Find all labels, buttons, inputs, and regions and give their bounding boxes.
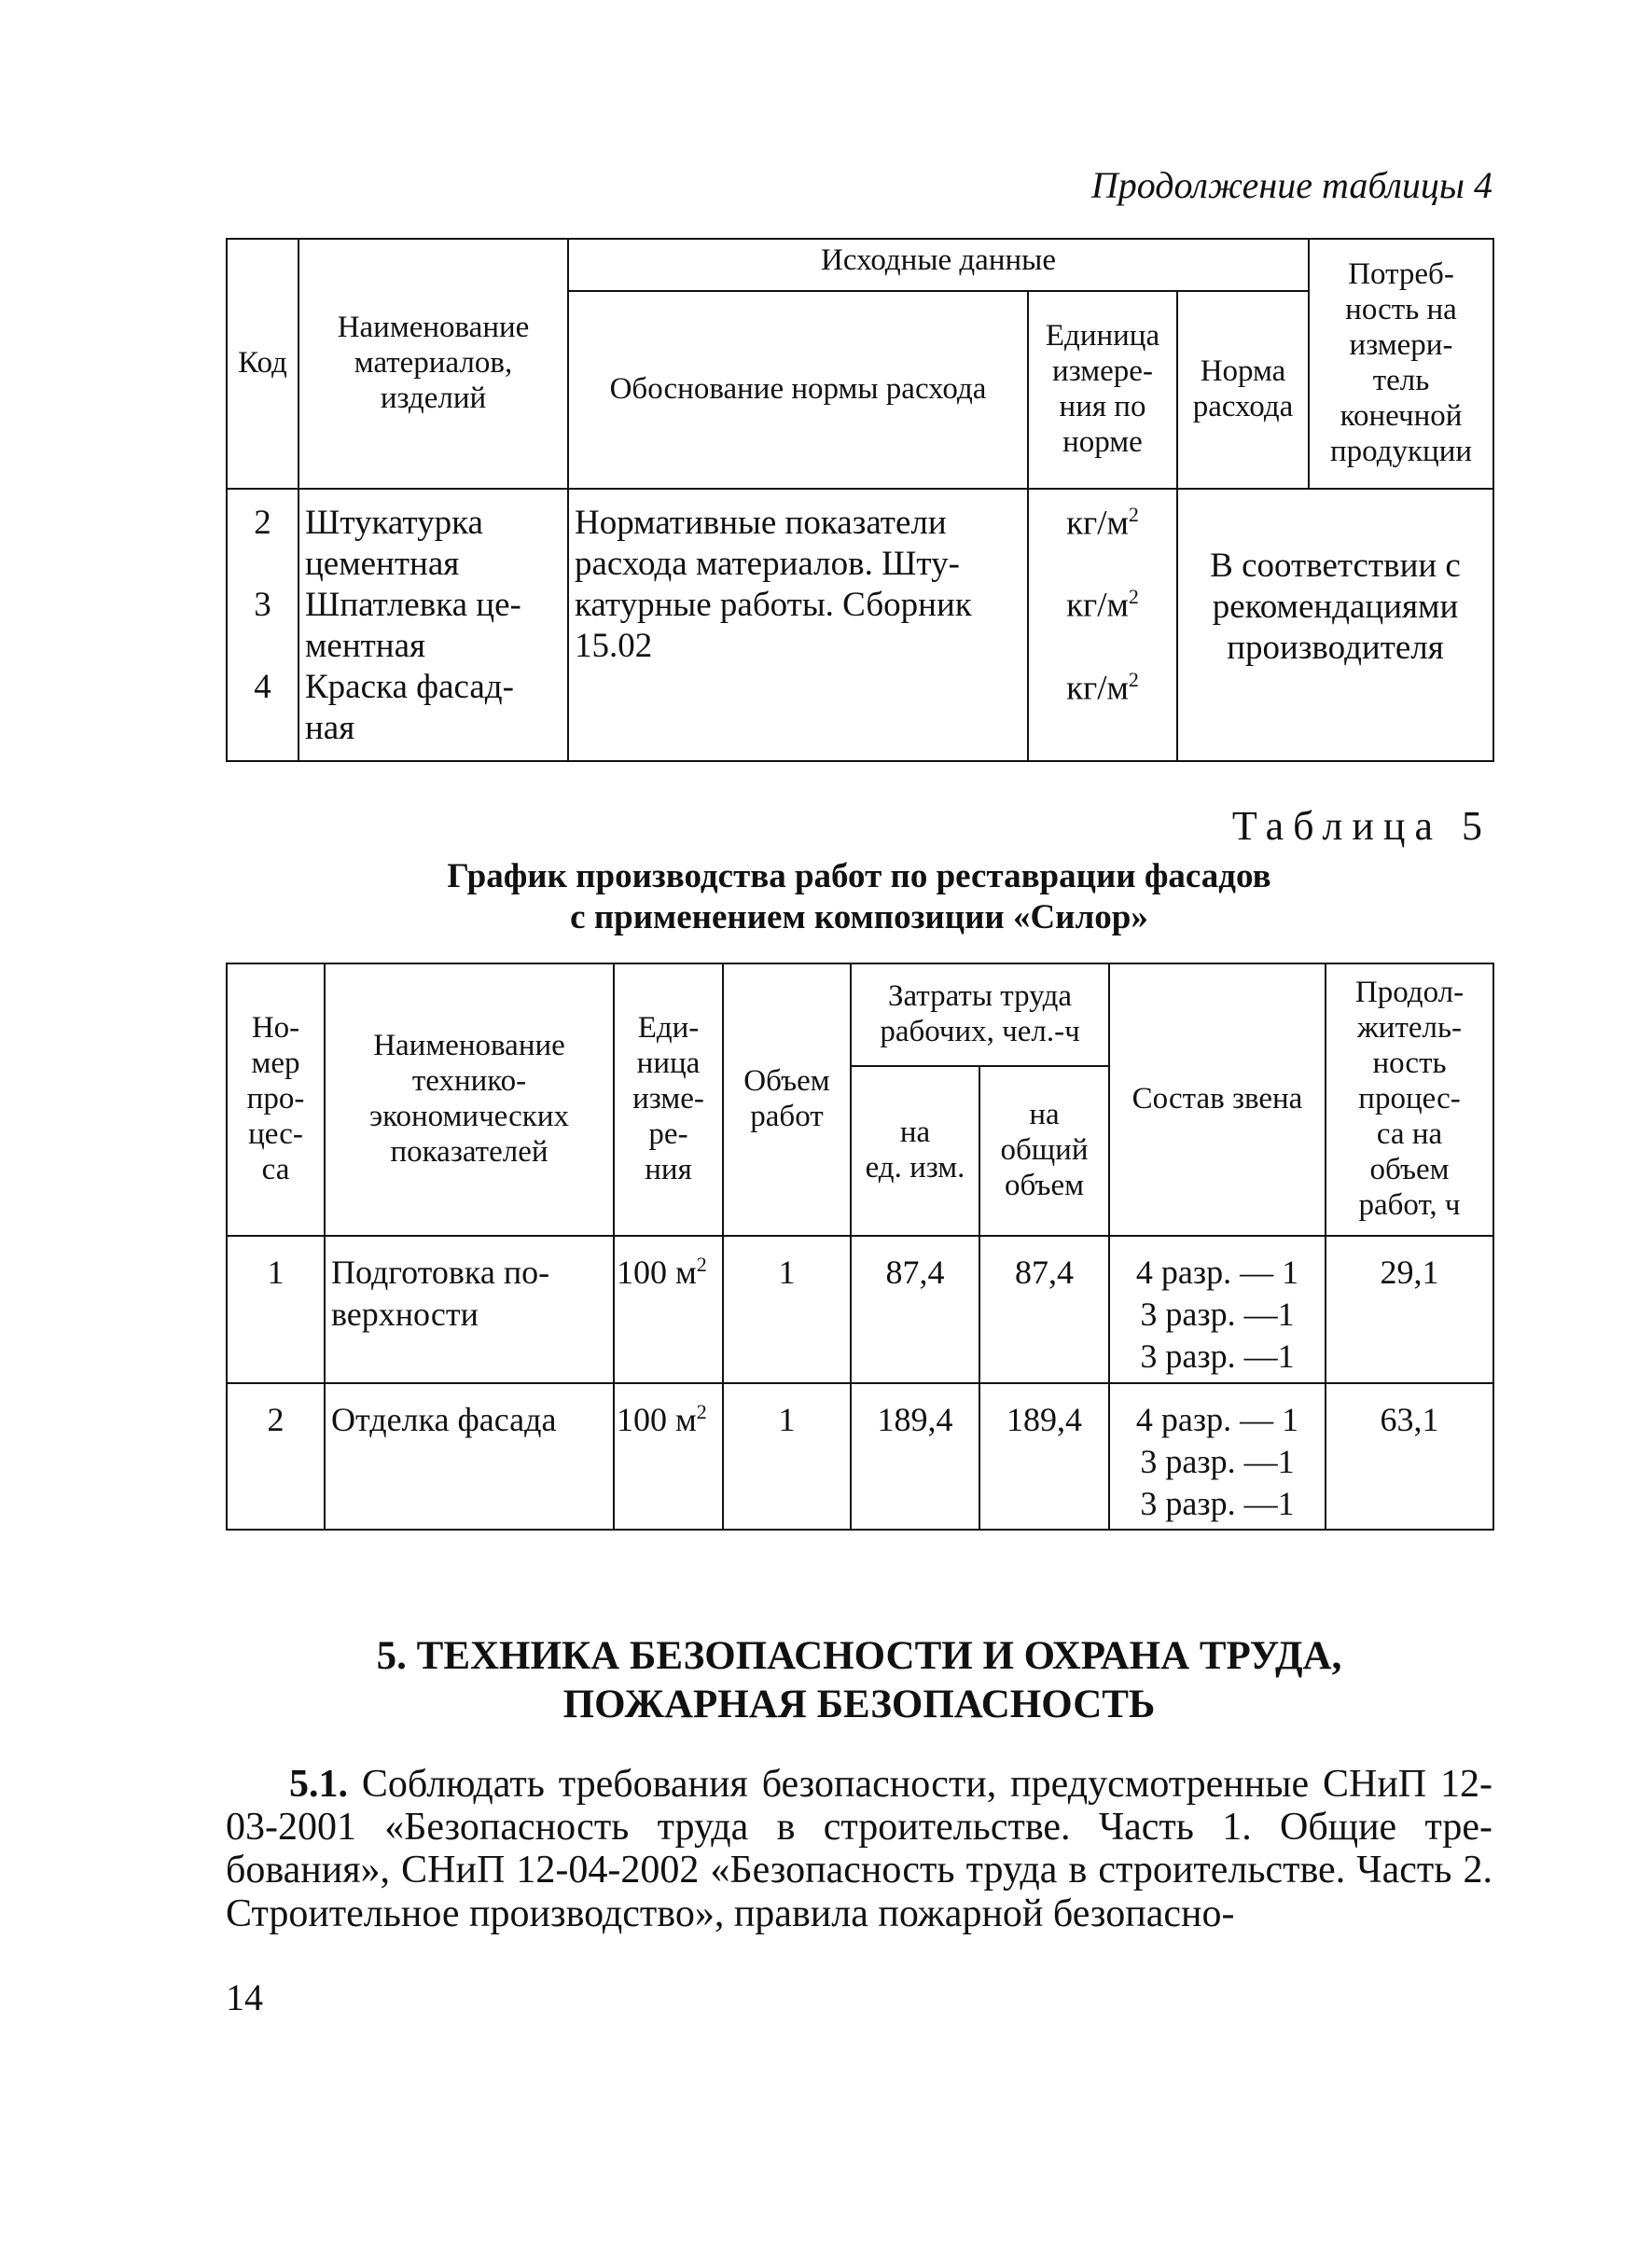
- text-line: 3 разр. —1: [1140, 1337, 1295, 1375]
- text-line: производителя: [1227, 629, 1444, 668]
- text-line: ница: [636, 1046, 701, 1081]
- unit-row-4: $кг/м^2$: [1066, 667, 1139, 708]
- code-2: 2: [254, 504, 271, 542]
- text-line: работ: [750, 1100, 824, 1133]
- table-5-title: [226, 856, 1492, 939]
- header-name: [298, 239, 568, 489]
- continuation-title: Продолжение таблицы 4: [1090, 164, 1492, 206]
- cell-name: [325, 1383, 614, 1530]
- text-line: изделий: [380, 381, 487, 415]
- code-3: 3: [254, 586, 271, 625]
- text-line: 4 разр. — 1: [1135, 1401, 1299, 1438]
- header-justification: Обоснование нормы расхода: [568, 291, 1028, 489]
- text-line: верхности: [331, 1296, 479, 1333]
- text-line: ния: [645, 1152, 692, 1186]
- text-line: График производства работ по реставрации фасадов: [447, 857, 1271, 895]
- header-unit: [614, 963, 723, 1236]
- text-line: ед. изм.: [865, 1151, 965, 1185]
- text-line: расхода: [1192, 390, 1294, 423]
- code-4: 4: [254, 668, 271, 707]
- paragraph-number: 5.1.: [289, 1763, 348, 1806]
- cell-volume: 1: [723, 1236, 851, 1383]
- text-line: измери-: [1349, 328, 1453, 363]
- unit-row-2: $кг/м^2$: [1066, 503, 1139, 543]
- codes-cell: [227, 489, 298, 761]
- text-line: ПОЖАРНАЯ БЕЗОПАСНОСТЬ: [562, 1682, 1156, 1726]
- text-line: Продол-: [1354, 976, 1465, 1010]
- section-title: [226, 1632, 1492, 1728]
- text-line: на: [899, 1116, 931, 1150]
- header-duration: [1326, 963, 1493, 1236]
- header-labor: [851, 963, 1109, 1066]
- text-line: катурные работы. Сборник: [575, 586, 972, 625]
- text-line: с применением композиции «Силор»: [570, 898, 1148, 937]
- text-line: ре-: [648, 1116, 688, 1151]
- text-line: материалов,: [354, 346, 513, 381]
- text-line: норме: [1062, 424, 1143, 459]
- table-row: [227, 1236, 1493, 1383]
- header-per-unit: [851, 1066, 979, 1236]
- text-line: Шпатлевка це-: [305, 586, 521, 625]
- text-line: Подготовка по-: [331, 1254, 550, 1291]
- text-line: измере-: [1052, 354, 1153, 389]
- text-line: рабочих, чел.-ч: [880, 1015, 1080, 1048]
- text-line: конечной: [1340, 398, 1463, 433]
- text-line: процес-: [1358, 1082, 1461, 1116]
- header-source-data: Исходные данные: [568, 239, 1309, 291]
- table-row: [227, 1383, 1493, 1530]
- cell-number: 1: [227, 1236, 325, 1383]
- text-line: цес-: [248, 1116, 303, 1151]
- header-crew: Состав звена: [1109, 963, 1326, 1236]
- text-line: Но-: [251, 1011, 300, 1046]
- text-line: рекомендациями: [1212, 588, 1459, 627]
- cell-duration: 29,1: [1326, 1236, 1493, 1383]
- text-line: технико-: [411, 1064, 527, 1099]
- cell-total: 87,4: [979, 1236, 1109, 1383]
- text-line: на: [1029, 1098, 1060, 1132]
- text-line: показателей: [390, 1134, 548, 1169]
- text-line: В соответствии с: [1210, 547, 1461, 585]
- text-line: са на: [1376, 1116, 1443, 1151]
- text-line: са: [261, 1152, 290, 1186]
- table-5-label: Таблица 5: [1231, 803, 1492, 849]
- text-line: Затраты труда: [887, 979, 1073, 1014]
- text-line: Краска фасад-: [305, 668, 514, 707]
- text-line: Потреб-: [1348, 257, 1454, 292]
- cell-name: [325, 1236, 614, 1383]
- header-indicator-name: [325, 963, 614, 1236]
- text-line: Объем: [743, 1064, 830, 1099]
- text-line: ность: [1372, 1046, 1447, 1081]
- header-need: [1309, 239, 1493, 489]
- cell-per-unit: 189,4: [851, 1383, 979, 1530]
- cell-unit: 100 $м^2$: [614, 1236, 723, 1383]
- cell-crew: [1109, 1236, 1326, 1383]
- text-line: Единица: [1045, 319, 1160, 353]
- text-line: ная: [305, 709, 355, 748]
- text-line: ментная: [305, 627, 426, 666]
- cell-unit: 100 $м^2$: [614, 1383, 723, 1530]
- cell-total: 189,4: [979, 1383, 1109, 1530]
- page-number: 14: [226, 1976, 263, 2018]
- cell-volume: 1: [723, 1383, 851, 1530]
- header-number: [227, 963, 325, 1236]
- text-line: изме-: [632, 1082, 704, 1116]
- text-line: 5. ТЕХНИКА БЕЗОПАСНОСТИ И ОХРАНА ТРУДА,: [376, 1634, 1342, 1678]
- text-line: общий: [1000, 1133, 1089, 1168]
- text-line: объем: [1004, 1168, 1085, 1202]
- cell-duration: 63,1: [1326, 1383, 1493, 1530]
- text-line: тель: [1372, 364, 1430, 397]
- header-norm: [1177, 291, 1309, 489]
- text-line: 3 разр. —1: [1140, 1443, 1295, 1480]
- text-line: про-: [246, 1082, 305, 1116]
- text-line: Наименование: [373, 1029, 565, 1063]
- unit-row-3: $кг/м^2$: [1066, 585, 1139, 625]
- text-line: 15.02: [575, 627, 653, 666]
- norm-cell: [1177, 489, 1493, 761]
- cell-per-unit: 87,4: [851, 1236, 979, 1383]
- text-line: Еди-: [637, 1011, 700, 1046]
- names-cell: [298, 489, 568, 761]
- justification-cell: [568, 489, 1028, 761]
- paragraph-5-1: [226, 1763, 1492, 1935]
- units-cell: [1028, 489, 1177, 761]
- header-unit: [1028, 291, 1177, 489]
- text-line: ность на: [1345, 293, 1457, 327]
- text-line: 3 разр. —1: [1140, 1296, 1295, 1333]
- paragraph-text: Соблюдать требования безопасности, предусмотренные СНиП 12-03-2001 «Безопасность труда в строительстве. Часть 1. Общие тре-бования», СНиП 12-04-2002 «Безопасность труда в строительстве. Часть 2. Строительное производство», правила пожарной безопасно-: [226, 1763, 1493, 1935]
- header-code: Код: [227, 239, 298, 489]
- text-line: мер: [251, 1046, 300, 1081]
- text-line: Отделка фасада: [331, 1401, 557, 1438]
- text-line: Норма: [1200, 354, 1286, 389]
- text-line: экономических: [368, 1100, 569, 1133]
- text-line: 3 разр. —1: [1140, 1485, 1295, 1522]
- text-line: работ, ч: [1358, 1187, 1461, 1222]
- text-line: Нормативные показатели: [575, 504, 947, 542]
- cell-number: 2: [227, 1383, 325, 1530]
- text-line: 4 разр. — 1: [1135, 1254, 1299, 1291]
- text-line: Наименование: [337, 311, 530, 345]
- header-total: [979, 1066, 1109, 1236]
- header-volume: [723, 963, 851, 1236]
- cell-crew: [1109, 1383, 1326, 1530]
- text-line: ния по: [1059, 390, 1146, 423]
- table-5: [226, 963, 1494, 1531]
- table-4: [226, 238, 1494, 762]
- text-line: продукции: [1330, 434, 1473, 468]
- text-line: расхода материалов. Шту-: [575, 545, 960, 584]
- text-line: житель-: [1356, 1011, 1463, 1046]
- text-line: Штукатурка: [305, 504, 483, 542]
- text-line: цементная: [305, 545, 460, 584]
- text-line: объем: [1369, 1152, 1450, 1186]
